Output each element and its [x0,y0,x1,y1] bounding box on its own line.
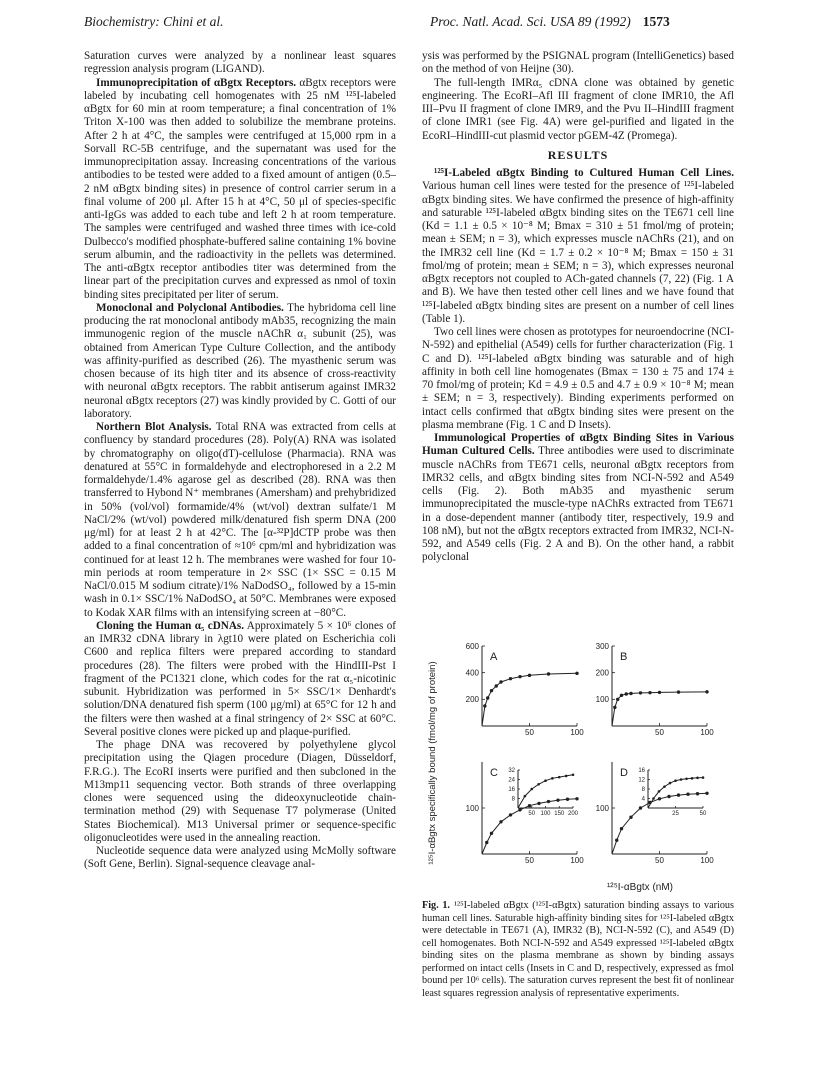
figure-label: Fig. 1. [422,900,450,911]
x-tick-label: 100 [570,728,584,737]
paragraph [84,302,396,421]
page-number: 1573 [642,14,670,29]
data-point [613,706,616,709]
data-point [639,806,642,809]
inset-x-tick-label: 50 [528,811,536,817]
data-point [705,792,708,795]
inset-data-point [696,777,699,780]
paragraph-text: αBgtx receptors were labeled by incubating cell homogenates with 25 nM ¹²⁵I-labeled αBgtx for 60 min at room temperature; a final concentration of 1% Triton X-100 was then added to solubilize the membrane proteins. After 2 h at 4°C, the samples were centrifuged at 15,000 rpm in a Sorvall RC-5B centrifuge, and the supernatant was used for the immunoprecipitation assay. Increasing concentrations of the various antibodies to be tested were added to a fixed amount of antigen (0.5–2 nM αBgtx binding sites) in presence of control carrier serum in a final volume of 200 μl. After 15 h at 4°C, 50 μl of species-specific anti-IgGs was added to each tube and left 2 h at room temperature. The samples were centrifuged and washed three times with ice-cold Dulbecco's modified phosphate-buffered saline containing 1% bovine serum albumin, and the radioactivity in the pellets was determined. The anti-αBgtx receptor antibodies titer was determined from the linear part of the precipitation curves and expressed as nmol of toxin binding sites precipitated per liter of serum. [84,76,396,301]
y-tick-label: 100 [595,803,609,813]
inset-data-point [674,779,677,782]
inset-y-tick-label: 12 [638,777,645,784]
data-point [620,827,623,830]
y-tick-label: 200 [595,668,609,678]
data-point [575,672,578,675]
fit-curve [612,692,707,726]
subsection-heading: ¹²⁵I-Labeled αBgtx Binding to Cultured Human Cell Lines. [434,167,734,179]
paragraph-text: Approximately 5 × 10⁶ clones of an IMR32 cDNA library in λgt10 were plated on Escherichia coli C600 and replica filters were prepared according to standard procedures (28). The filters were probed with the HindIII-Pst I fragment of the PC1321 clone, which codes for the rat α₅-nicotinic subunit. Hybridization was performed in 5× SSC/1× Denhardt's solution/DNA denatured fish sperm (100 μg/ml) at 65°C for 12 h and the filters were then washed at a final stringency of 2× SSC at 60°C. Several positive clones were picked up and plaque-purified. [84,619,396,738]
inset-data-point [680,778,683,781]
inset-x-tick-label: 150 [554,811,565,817]
inset-x-tick-label: 25 [672,811,679,817]
section-heading-results: RESULTS [547,147,609,162]
data-point [528,674,531,677]
data-point [528,804,531,807]
inset-x-tick-label: 200 [567,811,579,817]
data-point [629,816,632,819]
paragraph [84,620,396,739]
panel-b [596,642,715,737]
data-point [490,832,493,835]
figure-1 [422,638,738,894]
data-point [658,797,661,800]
data-point [499,820,502,823]
paragraph [84,421,396,620]
data-point [677,690,680,693]
x-tick-label: 50 [525,856,534,865]
inset-data-point [572,773,575,776]
x-tick-label: 50 [655,728,664,737]
subsection-heading: Monoclonal and Polyclonal Antibodies. [96,301,284,314]
data-point [499,680,502,683]
panel-label: B [620,651,628,663]
data-point [483,704,486,707]
data-point [677,793,680,796]
y-tick-label: 400 [465,668,479,678]
paragraph [422,432,734,565]
data-point [705,690,708,693]
paragraph-text: Nucleotide sequence data were analyzed using McMolly software (Soft Gene, Berlin). Signal-sequence cleavage anal- [84,845,396,871]
x-axis-label: ¹²⁵I-αBgtx (nM) [606,882,674,893]
paragraph-text: The phage DNA was recovered by polyethylene glycol precipitation using the Qiagen procedure (Diagen, Düsseldorf, F.R.G.). The EcoRI inserts were purified and then subcloned in the M13mp11 sequencing vector. Both strands of three overlapping clones were sequenced using the dideoxynucleotide chain-termination method (29) with Sequenase T7 polymerase (United States Biochemical). M13 Universal primer or sequence-specific oligonucleotides were used in the annealing reaction. [84,739,396,844]
data-point [537,802,540,805]
paragraph: The full-length IMRα₅ cDNA clone was obtained by genetic engineering. The EcoRI–Afl III fragment of clone IMR10, the Afl III–Pvu II fragment of clone IMR9, and the Pvu II–HindIII fragment of clone IMR1 (see Fig. 4A) were gel-purified and ligated in the EcoRI–HindIII-cut plasmid vector pGEM-4Z (Promega). [422,76,734,142]
paragraph [422,167,734,326]
inset-x-tick-label: 100 [540,811,551,817]
data-point [575,797,578,800]
panel-label: D [620,767,628,779]
inset-data-point [530,788,533,791]
paragraph-text: Various human cell lines were tested for the presence of ¹²⁵I-labeled αBgtx binding sites. We have confirmed the presence of high-affinity and saturable ¹²⁵I-labeled αBgtx binding sites on the TE671 cell line (Kd = 1.1 ± 0.5 × 10⁻⁸ M; Bmax = 310 ± 51 fmol/mg of protein; mean ± SEM; n = 3), which expresses muscle nAChRs (21), and on the IMR32 cell line (Kd = 1.7 ± 0.2 × 10⁻⁸ M; Bmax = 150 ± 31 fmol/mg of protein; mean ± SEM; n = 3), which expresses neuronal αBgtx receptors not coupled to ACh-gated channels (7, 22) (Fig. 1 A and B). We have then tested other cell lines and we have found that ¹²⁵I-labeled αBgtx binding sites are present on a number of cell lines (Table 1). [422,180,734,325]
data-point [547,800,550,803]
subsection-heading: Immunological Properties of αBgtx Binding Sites in Various Human Cultured Cells. [422,432,734,458]
data-point [509,813,512,816]
inset-data-point [691,777,694,780]
paragraph [84,845,396,872]
panel-label: C [490,767,498,779]
paragraph: Two cell lines were chosen as prototypes for neuroendocrine (NCI-N-592) and epithelial (A549) cells for further characterization (Fig. 1 C and D). ¹²⁵I-labeled αBgtx binding was saturable and of high affinity in both cell line homogenates (Bmax = 130 ± 75 and 174 ± 70 fmol/mg of protein; Kd = 4.9 ± 0.5 and 4.7 ± 0.9 × 10⁻⁸ M; mean ± SEM; n = 3, respectively). Binding experiments performed on intact cells confirmed that αBgtx binding sites were present on the plasma membrane (Fig. 1 C and D Insets). [422,326,734,431]
figure-caption [422,900,734,1000]
right-column [422,50,734,565]
inset-data-point [658,790,661,793]
data-point [556,798,559,801]
inset-data-point [685,777,688,780]
data-point [566,798,569,801]
data-point [485,841,488,844]
data-point [639,691,642,694]
y-tick-label: 100 [465,803,479,813]
inset-data-point [544,779,547,782]
inset-data-point [652,797,655,800]
paragraph-text: Saturation curves were analyzed by a nonlinear least squares regression analysis program (LIGAND). [84,50,396,76]
subsection-heading: Cloning the Human α₅ cDNAs. [96,619,244,632]
paragraph: ysis was performed by the PSIGNAL program (IntelliGenetics) based on the method of von Heijne (30). [422,50,734,76]
paragraph [84,50,396,77]
data-point [616,698,619,701]
paragraph [84,739,396,845]
data-point [495,684,498,687]
inset-y-tick-label: 32 [508,768,515,775]
data-point [620,694,623,697]
data-point [509,677,512,680]
inset-y-tick-label: 16 [638,768,645,775]
inset-y-tick-label: 24 [508,777,515,784]
data-point [490,689,493,692]
panel-d [596,762,715,865]
data-point [629,692,632,695]
inset-x-tick-label: 50 [699,811,707,817]
running-header-left: Biochemistry: Chini et al. [84,14,224,29]
running-header-right [430,14,670,30]
data-point [615,839,618,842]
y-tick-label: 100 [595,695,609,705]
y-tick-label: 600 [465,641,479,651]
inset-y-tick-label: 16 [508,787,515,794]
inset-fit-curve [648,778,703,808]
inset-data-point [558,776,561,779]
fit-curve [612,793,707,854]
y-axis-label: ¹²⁵I-αBgtx specifically bound (fmol/mg of protein) [427,661,438,865]
data-point [486,696,489,699]
figure-1-chart [422,638,738,894]
inset-y-tick-label: 8 [641,787,645,794]
data-point [648,691,651,694]
paragraph-text: The hybridoma cell line producing the rat monoclonal antibody mAb35, recognizing the main immunogenic region of the muscle nAChR α₁ subunit (25), was obtained from American Type Culture Collection, and the antibody was affinity-purified as described (26). The myasthenic serum was chosen because of its high titer and its absence of cross-reactivity with neuronal αBgtx receptors. The rabbit antiserum against IMR32 neuronal αBgtx receptors (27) was kindly provided by C. Gotti of our laboratory. [84,301,396,420]
caption-text: ¹²⁵I-labeled αBgtx (¹²⁵I-αBgtx) saturation binding assays to various human cell lines. Saturable high-affinity binding sites for ¹²⁵I-labeled αBgtx were detectable in TE671 (A), IMR32 (B), NCI-N-592 (C), and A549 (D) cell homogenates. Both NCI-N-592 and A549 expressed ¹²⁵I-labeled αBgtx binding sites on the plasma membrane as shown by binding assays performed on intact cells (Insets in C and D, respectively, expressed as fmol bound per 10⁶ cells). The saturation curves represent the best fit of nonlinear least squares regression analysis of representative experiments. [422,900,735,999]
data-point [518,675,521,678]
y-tick-label: 300 [595,641,609,651]
subsection-heading: Northern Blot Analysis. [96,421,212,433]
x-tick-label: 100 [570,856,584,865]
data-point [686,793,689,796]
data-point [547,672,550,675]
inset-data-point [524,795,527,798]
data-point [658,691,661,694]
data-point [625,692,628,695]
panel-label: A [490,651,498,663]
journal-citation: Proc. Natl. Acad. Sci. USA 89 (1992) [430,14,631,29]
data-point [696,792,699,795]
inset-y-tick-label: 4 [641,796,645,803]
paragraph-text: Three antibodies were used to discriminate muscle nAChRs from TE671 cells, neuronal αBgtx receptors from IMR32 cells, and αBgtx binding sites from NCI-N-592 and A549 cells (Fig. 2). Both mAb35 and myasthenic serum immunoprecipitated the muscle-type nAChRs extracted from TE671 in a dose-dependent manner (antibody titer, respectively, 19.9 and 108 nM), but not the αBgtx receptors extracted from IMR32, NCI-N-592, and A549 cells (Fig. 2 A and B). On the other hand, a rabbit polyclonal [422,445,735,564]
left-column [84,50,396,872]
x-tick-label: 50 [525,728,534,737]
inset-data-point [663,785,666,788]
data-point [667,795,670,798]
x-tick-label: 50 [655,856,664,865]
x-tick-label: 100 [700,728,714,737]
data-point [518,808,521,811]
inset-data-point [551,777,554,780]
inset-data-point [669,782,672,785]
y-tick-label: 200 [465,695,479,705]
inset-data-point [702,776,705,779]
panel-c [466,762,585,865]
x-tick-label: 100 [700,856,714,865]
inset-data-point [565,775,568,778]
inset-y-tick-label: 8 [511,796,515,803]
subsection-heading: Immunoprecipitation of αBgtx Receptors. [96,76,297,89]
panel-a [466,642,585,737]
fit-curve [482,673,577,726]
paragraph-text: Total RNA was extracted from cells at confluency by standard procedures (28). Poly(A) RNA was isolated by chromatography on oligo(dT)-cellulose (Pharmacia). RNA was denatured at 55°C in formaldehyde and electrophoresed in a 2.2 M formaldehyde/1.4% agarose gel as described (28). RNA was then transferred to Hybond N⁺ membranes (Amersham) and prehybridized in 50% (vol/vol) formamide/4% (wt/vol) dextran sulfate/1 M NaCl/2% (wt/vol) powdered milk/denatured fish sperm DNA (200 μg/ml) for at least 2 h at 42°C. The [α-³²P]dCTP probe was then added to a final concentration of ≈10⁶ cpm/ml and hybridization was continued for at least 12 h. The membranes were washed for four 10-min periods at room temperature in 2× SSC (1× SSC = 0.15 M NaCl/0.015 M sodium citrate)/1% NaDodSO₄, followed by a 15-min wash in 0.1× SSC/1% NaDodSO₄ at 50°C. Membranes were exposed to Kodak XAR films with an intensifying screen at −80°C. [84,421,396,619]
paragraph [84,77,396,302]
inset-data-point [537,783,540,786]
